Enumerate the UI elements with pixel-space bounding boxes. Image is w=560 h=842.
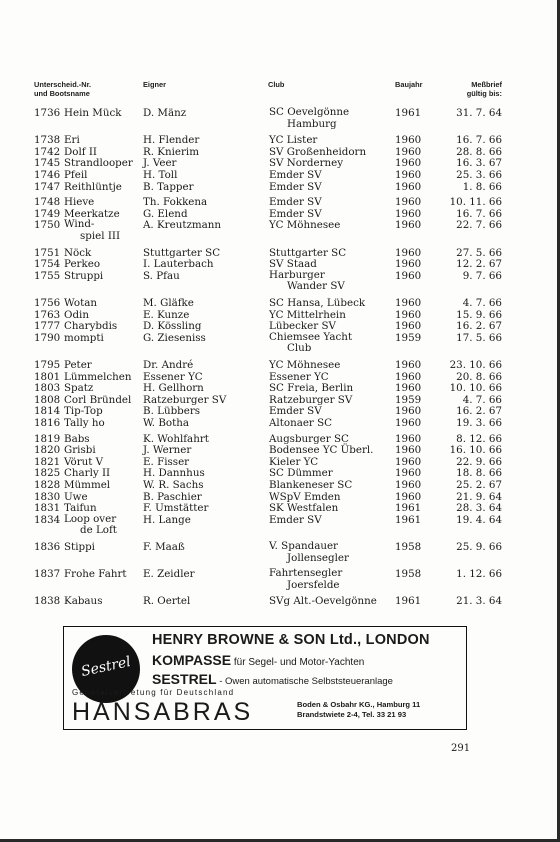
owner: G. Elend	[143, 207, 188, 220]
build-year: 1961	[395, 595, 422, 608]
valid-until: 12. 2. 67	[456, 258, 502, 271]
valid-until: 25. 3. 66	[456, 169, 502, 181]
valid-until: 16. 2. 67	[456, 320, 502, 333]
boat-name: Lümmelchen	[64, 370, 132, 383]
header-nr-line1: Unterscheid.-Nr.	[34, 80, 92, 89]
valid-until: 4. 7. 66	[462, 297, 502, 309]
owner: G. Zieseniss	[143, 331, 206, 344]
valid-until: 21. 3. 64	[456, 595, 502, 608]
build-year: 1960	[395, 219, 422, 232]
club: Essener YC	[269, 370, 329, 383]
boat-name: Frohe Fahrt	[64, 568, 127, 581]
build-year: 1958	[395, 541, 422, 553]
boat-number: 1816	[34, 417, 61, 429]
owner: J. Werner	[143, 444, 192, 457]
valid-until: 19. 4. 64	[456, 513, 502, 526]
logo-text: Sestrel	[79, 653, 133, 681]
valid-until: 28. 8. 66	[456, 145, 502, 158]
boat-number: 1838	[34, 595, 61, 608]
build-year: 1960	[395, 479, 422, 491]
club: YC Möhnesee	[269, 219, 341, 232]
owner: H. Flender	[143, 134, 200, 147]
header-club: Club	[268, 80, 285, 89]
boat-name-line2: de Loft	[80, 524, 117, 537]
build-year: 1960	[395, 134, 422, 147]
valid-until: 28. 3. 64	[456, 502, 502, 515]
boat-number: 1825	[34, 467, 61, 480]
owner: H. Gellhorn	[143, 382, 204, 395]
club: YC Möhnesee	[269, 359, 341, 371]
valid-until: 18. 8. 66	[456, 467, 502, 480]
boat-name-line1: Loop over	[64, 512, 117, 525]
club: YC Lister	[269, 134, 318, 147]
boat-name: Corl Bründel	[64, 393, 132, 406]
valid-until: 19. 3. 66	[456, 417, 502, 429]
boat-number: 1831	[34, 502, 61, 515]
build-year: 1960	[395, 432, 422, 445]
boat-name: Wotan	[64, 297, 97, 309]
build-year: 1960	[395, 157, 422, 170]
club-line1: Fahrtensegler	[269, 567, 343, 580]
ad-kompasse-line	[152, 652, 364, 668]
ad-address-line2: Brandstwiete 2-4, Tel. 33 21 93	[297, 710, 407, 719]
boat-name: Strandlooper	[64, 157, 133, 170]
boat-number: 1777	[34, 320, 61, 333]
owner: W. Botha	[143, 417, 190, 429]
club: SC Hansa, Lübeck	[269, 297, 366, 309]
boat-name: Eri	[64, 134, 80, 147]
boat-name: Uwe	[64, 490, 88, 503]
build-year: 1960	[395, 382, 422, 395]
club: Blankeneser SC	[269, 479, 353, 491]
valid-until: 10. 11. 66	[449, 196, 502, 209]
build-year: 1960	[395, 196, 422, 209]
boat-number: 1837	[34, 568, 61, 581]
build-year: 1960	[395, 320, 422, 333]
owner: S. Pfau	[143, 269, 180, 282]
build-year: 1960	[395, 258, 422, 271]
boat-number: 1763	[34, 308, 61, 321]
club: Lübecker SV	[269, 320, 336, 333]
build-year: 1961	[395, 513, 422, 526]
owner: R. Knierim	[143, 145, 199, 158]
club	[269, 568, 342, 591]
club-line2: Wander SV	[287, 280, 345, 293]
boat-name: Tally ho	[64, 417, 105, 429]
club: Altonaer SC	[269, 417, 333, 429]
valid-until: 15. 9. 66	[456, 308, 502, 321]
owner: E. Kunze	[143, 308, 190, 321]
valid-until: 1. 12. 66	[456, 568, 502, 581]
valid-until: 22. 7. 66	[456, 219, 502, 232]
build-year: 1959	[395, 331, 422, 344]
build-year: 1960	[395, 455, 422, 468]
club: WSpV Emden	[269, 490, 341, 503]
club	[269, 270, 345, 293]
valid-until: 25. 2. 67	[456, 479, 502, 491]
owner: K. Wohlfahrt	[143, 432, 209, 445]
boat-name: Nöck	[64, 246, 92, 259]
owner: E. Fisser	[143, 455, 190, 468]
build-year: 1961	[395, 502, 422, 515]
build-year: 1960	[395, 207, 422, 220]
owner: F. Umstätter	[143, 502, 209, 515]
boat-number: 1738	[34, 134, 61, 147]
build-year: 1958	[395, 568, 422, 581]
build-year: 1960	[395, 169, 422, 181]
ad-kompasse: KOMPASSE	[152, 652, 232, 668]
header-messbrief-line2: gültig bis:	[466, 89, 502, 98]
valid-until: 1. 8. 66	[462, 180, 502, 193]
boat-name: mompti	[64, 331, 104, 344]
boat-name: Peter	[64, 359, 92, 371]
owner: B. Lübbers	[143, 405, 201, 418]
ad-brand: HANSABRAS	[72, 698, 254, 726]
owner: H. Lange	[143, 513, 191, 526]
boat-number: 1750	[34, 219, 61, 232]
build-year: 1961	[395, 107, 422, 119]
owner: H. Toll	[143, 169, 178, 181]
header-baujahr: Baujahr	[395, 80, 423, 89]
owner: Th. Fokkena	[143, 196, 208, 209]
ad-address-line1: Boden & Osbahr KG., Hamburg 11	[297, 700, 421, 709]
club: Emder SV	[269, 207, 322, 220]
ad-company-line: HENRY BROWNE & SON Ltd., LONDON	[152, 632, 430, 648]
boat-number: 1754	[34, 258, 61, 271]
build-year: 1960	[395, 359, 422, 371]
valid-until: 8. 12. 66	[456, 432, 502, 445]
build-year: 1960	[395, 490, 422, 503]
club-line1: V. Spandauer	[269, 540, 338, 552]
owner: H. Dannhus	[143, 467, 205, 480]
valid-until: 16. 3. 67	[456, 157, 502, 170]
valid-until: 23. 10. 66	[449, 359, 502, 371]
boat-number: 1819	[34, 432, 61, 445]
boat-name: Perkeo	[64, 258, 101, 271]
club-line2: Hamburg	[287, 117, 337, 130]
boat-number: 1808	[34, 393, 61, 406]
valid-until: 16. 2. 67	[456, 405, 502, 418]
boat-number: 1748	[34, 196, 61, 209]
boat-number: 1756	[34, 297, 61, 309]
build-year: 1960	[395, 145, 422, 158]
owner: Essener YC	[143, 370, 203, 383]
club: Emder SV	[269, 196, 322, 209]
valid-until: 20. 8. 66	[456, 370, 502, 383]
club: Kieler YC	[269, 455, 319, 468]
boat-name: Stippi	[64, 541, 95, 553]
club	[269, 332, 352, 355]
boat-number: 1801	[34, 370, 61, 383]
club: SV Norderney	[269, 157, 344, 170]
header-eigner: Eigner	[143, 80, 166, 89]
boat-number: 1834	[34, 513, 61, 526]
owner: Ratzeburger SV	[143, 393, 227, 406]
boat-number: 1828	[34, 479, 61, 491]
boat-number: 1790	[34, 331, 61, 344]
ad-sestrel-desc: - Owen automatische Selbststeueranlage	[216, 676, 393, 687]
club-line1: Harburger	[269, 268, 325, 281]
club-line1: SC Oevelgönne	[269, 106, 350, 118]
boat-name: Meerkatze	[64, 207, 120, 220]
owner: R. Oertel	[143, 595, 191, 608]
build-year: 1960	[395, 467, 422, 480]
boat-number: 1745	[34, 157, 61, 170]
owner: A. Kreutzmann	[143, 219, 222, 232]
boat-name: Grisbi	[64, 444, 96, 457]
boat-name	[64, 514, 117, 537]
boat-name: Tip-Top	[64, 405, 103, 418]
boat-name-line1: Wind-	[64, 218, 95, 231]
boat-name: Babs	[64, 432, 90, 445]
advertisement	[63, 626, 467, 730]
build-year: 1960	[395, 370, 422, 383]
club: Emder SV	[269, 180, 322, 193]
owner: M. Gläfke	[143, 297, 194, 309]
valid-until: 10. 10. 66	[449, 382, 502, 395]
club	[269, 107, 349, 130]
club-line2: Joersfelde	[287, 578, 340, 591]
owner: B. Paschier	[143, 490, 202, 503]
club-line1: Chiemsee Yacht	[269, 330, 353, 343]
club: Stuttgarter SC	[269, 246, 347, 259]
boat-number: 1747	[34, 180, 61, 193]
club: SV Staad	[269, 258, 317, 271]
build-year: 1960	[395, 269, 422, 282]
owner: I. Lauterbach	[143, 258, 214, 271]
boat-number: 1820	[34, 444, 61, 457]
build-year: 1960	[395, 308, 422, 321]
club: Emder SV	[269, 405, 322, 418]
boat-number: 1742	[34, 145, 61, 158]
valid-until: 21. 9. 64	[456, 490, 502, 503]
club: Ratzeburger SV	[269, 393, 353, 406]
header-nr-line2: und Bootsname	[34, 89, 90, 98]
valid-until: 4. 7. 66	[462, 393, 502, 406]
valid-until: 17. 5. 66	[456, 331, 502, 344]
ad-sestrel-line	[152, 671, 393, 687]
owner: D. Kössling	[143, 320, 202, 333]
valid-until: 16. 10. 66	[449, 444, 502, 457]
owner: W. R. Sachs	[143, 479, 204, 491]
owner: E. Zeidler	[143, 568, 195, 581]
club: Emder SV	[269, 169, 322, 181]
club: SC Dümmer	[269, 467, 333, 480]
owner: Dr. André	[143, 359, 194, 371]
boat-name: Mümmel	[64, 479, 111, 491]
club-line2: Jollensegler	[287, 551, 349, 564]
boat-name	[64, 219, 120, 242]
club	[269, 541, 349, 564]
club: SK Westfalen	[269, 502, 339, 515]
club: Bodensee YC Überl.	[269, 444, 374, 457]
valid-until: 25. 9. 66	[456, 541, 502, 553]
boat-number: 1751	[34, 246, 61, 259]
boat-number: 1821	[34, 455, 61, 468]
build-year: 1960	[395, 444, 422, 457]
owner: F. Maaß	[143, 541, 185, 553]
boat-name: Charly II	[64, 467, 111, 480]
ad-address	[297, 700, 420, 720]
boat-name: Hein Mück	[64, 107, 122, 119]
boat-number: 1803	[34, 382, 61, 395]
boat-number: 1830	[34, 490, 61, 503]
boat-number: 1836	[34, 541, 61, 553]
build-year: 1960	[395, 417, 422, 429]
boat-name: Hieve	[64, 196, 95, 209]
valid-until: 27. 5. 66	[456, 246, 502, 259]
boat-number: 1749	[34, 207, 61, 220]
boat-name: Spatz	[64, 382, 94, 395]
header-messbrief-line1: Meßbrief	[471, 80, 502, 89]
boat-number: 1795	[34, 359, 61, 371]
club: SV Großenheidorn	[269, 145, 367, 158]
boat-number: 1736	[34, 107, 61, 119]
boat-name: Charybdis	[64, 320, 118, 333]
build-year: 1960	[395, 405, 422, 418]
valid-until: 16. 7. 66	[456, 207, 502, 220]
build-year: 1959	[395, 393, 422, 406]
valid-until: 9. 7. 66	[462, 269, 502, 282]
boat-number: 1755	[34, 269, 61, 282]
ad-kompasse-desc: für Segel- und Motor-Yachten	[231, 657, 365, 668]
owner: B. Tapper	[143, 180, 194, 193]
boat-name: Reithlüntje	[64, 180, 122, 193]
build-year: 1960	[395, 246, 422, 259]
club: SVg Alt.-Oevelgönne	[269, 595, 377, 608]
club-line2: Club	[287, 342, 312, 355]
club: Augsburger SC	[269, 432, 349, 445]
boat-number: 1746	[34, 169, 61, 181]
valid-until: 22. 9. 66	[456, 455, 502, 468]
ad-sestrel: SESTREL	[152, 671, 217, 687]
boat-name: Kabaus	[64, 595, 103, 608]
valid-until: 31. 7. 64	[456, 107, 502, 119]
boat-name: Dolf II	[64, 145, 97, 158]
boat-number: 1814	[34, 405, 61, 418]
boat-name: Odin	[64, 308, 89, 321]
boat-name: Vörut V	[64, 455, 104, 468]
build-year: 1960	[395, 297, 422, 309]
boat-name: Pfeil	[64, 169, 88, 181]
owner: J. Veer	[143, 157, 177, 170]
build-year: 1960	[395, 180, 422, 193]
club: Emder SV	[269, 513, 322, 526]
owner: D. Mänz	[143, 107, 187, 119]
boat-name: Struppi	[64, 269, 104, 282]
ad-vertretung: Generalvertretung für Deutschland	[72, 688, 235, 697]
club: SC Freia, Berlin	[269, 382, 354, 395]
boat-name: Taifun	[64, 502, 97, 515]
page-number: 291	[451, 743, 471, 754]
club: YC Mittelrhein	[269, 308, 346, 321]
valid-until: 16. 7. 66	[456, 134, 502, 147]
owner: Stuttgarter SC	[143, 246, 221, 259]
boat-name-line2: spiel III	[80, 229, 121, 242]
